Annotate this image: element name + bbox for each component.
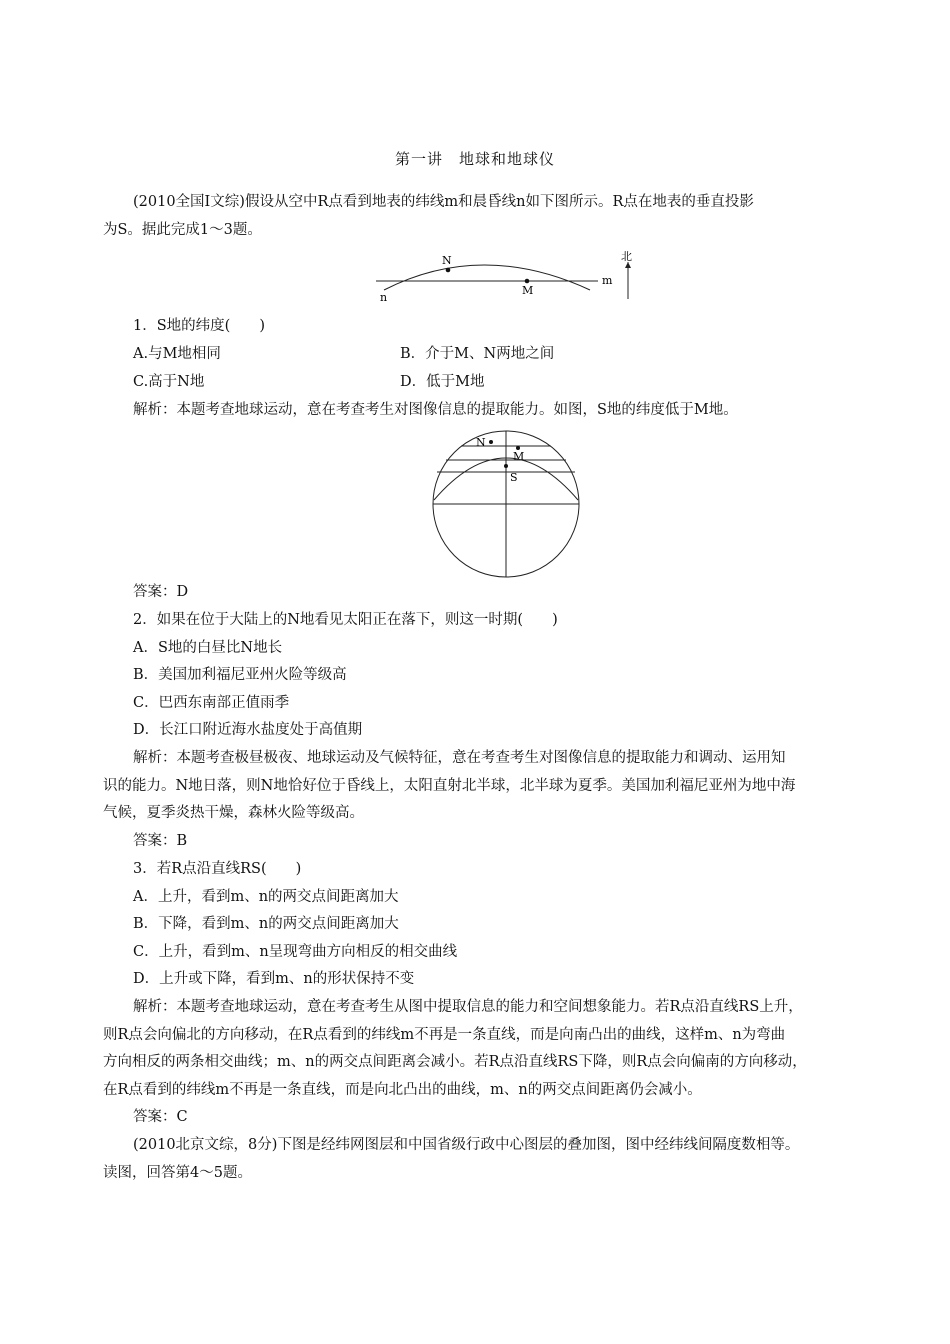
- figure-latitude-terminator: [370, 248, 640, 304]
- q2-option-d: D．长江口附近海水盐度处于高值期: [133, 722, 363, 738]
- label-line-n: n: [380, 291, 388, 304]
- q1-option-c: C.高于N地: [133, 374, 205, 390]
- point-m-dot: [525, 279, 530, 284]
- label-point-n: N: [442, 254, 452, 267]
- globe-label-m: M: [513, 450, 525, 463]
- intro-paragraph-line-2: 为S。据此完成1～3题。: [103, 222, 262, 238]
- terminator-curve-n: [384, 265, 590, 290]
- globe-point-n-dot: [489, 440, 493, 444]
- intro2-line-2: 读图，回答第4～5题。: [103, 1165, 252, 1181]
- q2-answer: 答案：B: [133, 833, 188, 849]
- q1-analysis: 解析：本题考查地球运动，意在考查考生对图像信息的提取能力。如图，S地的纬度低于M地。: [133, 402, 738, 418]
- q2-stem: 2．如果在位于大陆上的N地看见太阳正在落下，则这一时期( ): [133, 612, 558, 628]
- point-n-dot: [446, 268, 451, 273]
- q1-option-a: A.与M地相同: [133, 346, 221, 362]
- q2-analysis-line-3: 气候，夏季炎热干燥，森林火险等级高。: [103, 805, 364, 821]
- page-title: 第一讲 地球和地球仪: [394, 150, 555, 168]
- q3-option-c: C．上升，看到m、n呈现弯曲方向相反的相交曲线: [133, 944, 458, 960]
- q3-option-d: D．上升或下降，看到m、n的形状保持不变: [133, 971, 415, 987]
- globe-label-s: S: [510, 471, 518, 484]
- label-line-m: m: [602, 274, 613, 287]
- q2-option-b: B．美国加利福尼亚州火险等级高: [133, 667, 347, 683]
- q1-option-b: B．介于M、N两地之间: [400, 346, 555, 362]
- q3-analysis-line-2: 则R点会向偏北的方向移动，在R点看到的纬线m不再是一条直线，而是向南凸出的曲线，这样m、n为弯曲: [103, 1027, 786, 1043]
- label-point-m: M: [522, 284, 534, 297]
- q1-answer: 答案：D: [133, 584, 189, 600]
- q2-option-c: C．巴西东南部正值雨季: [133, 695, 290, 711]
- intro2-line-1: (2010北京文综，8分)下图是经纬网图层和中国省级行政中心图层的叠加图，图中经纬线间隔度数相等。: [133, 1137, 800, 1153]
- q1-option-d: D．低于M地: [400, 374, 485, 390]
- globe-point-s-dot: [504, 464, 508, 468]
- q3-option-a: A．上升，看到m、n的两交点间距离加大: [133, 889, 399, 905]
- q3-stem: 3．若R点沿直线RS( ): [133, 861, 302, 877]
- figure-globe: [428, 426, 584, 584]
- q2-analysis-line-2: 识的能力。N地日落，则N地恰好位于昏线上，太阳直射北半球，北半球为夏季。美国加利福尼亚州为地中海: [103, 778, 796, 794]
- q3-analysis-line-1: 解析：本题考查地球运动，意在考查考生从图中提取信息的能力和空间想象能力。若R点沿直线RS上升，: [133, 999, 803, 1015]
- intro-paragraph-line-1: (2010全国Ⅰ文综)假设从空中R点看到地表的纬线m和晨昏线n如下图所示。R点在地表的垂直投影: [133, 194, 754, 210]
- q3-answer: 答案：C: [133, 1109, 188, 1125]
- label-north: 北: [621, 250, 632, 263]
- q2-option-a: A．S地的白昼比N地长: [133, 640, 283, 656]
- q1-stem: 1．S地的纬度( ): [133, 318, 265, 334]
- q3-option-b: B．下降，看到m、n的两交点间距离加大: [133, 916, 399, 932]
- q3-analysis-line-4: 在R点看到的纬线m不再是一条直线，而是向北凸出的曲线，m、n的两交点间距离仍会减小。: [103, 1082, 702, 1098]
- globe-label-n: N: [476, 436, 486, 449]
- q3-analysis-line-3: 方向相反的两条相交曲线；m、n的两交点间距离会减小。若R点沿直线RS下降，则R点会向偏南的方向移动，: [103, 1054, 807, 1070]
- q2-analysis-line-1: 解析：本题考查极昼极夜、地球运动及气候特征，意在考查考生对图像信息的提取能力和调动、运用知: [133, 750, 786, 766]
